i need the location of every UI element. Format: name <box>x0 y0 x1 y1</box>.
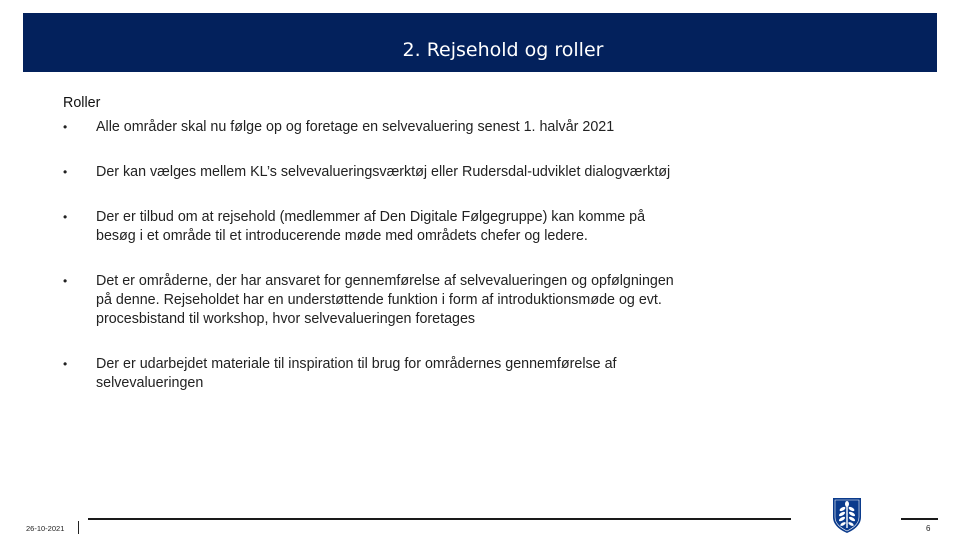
bullet-dot: • <box>63 210 68 224</box>
bullet-text: Det er områderne, der har ansvaret for gennemførelse af selvevalueringen og opfølgningen på denne. Rejseholdet har en understøttende funktion i form af introduktionsmøde og evt. procesbistand til workshop, hvor selvevalueringen foretages <box>96 273 674 327</box>
footer-divider-left <box>88 518 791 520</box>
footer-separator <box>78 521 79 534</box>
slide-title <box>23 39 937 61</box>
content-area <box>63 94 683 419</box>
header-bar <box>23 13 937 72</box>
bullet-item <box>63 163 683 182</box>
bullet-item <box>63 208 683 246</box>
bullet-dot: • <box>63 165 68 179</box>
bullet-text: Der kan vælges mellem KL’s selvevalueringsværktøj eller Rudersdal-udviklet dialogværktøj <box>96 164 671 180</box>
bullet-text: Der er tilbud om at rejsehold (medlemmer af Den Digitale Følgegruppe) kan komme på besøg i et område til et introducerende møde med områdets chefer og ledere. <box>96 209 646 244</box>
page-number: 6 <box>926 524 931 533</box>
bullet-dot: • <box>63 120 68 134</box>
bullet-item <box>63 118 683 137</box>
bullet-dot: • <box>63 274 68 288</box>
bullet-list <box>63 118 683 393</box>
bullet-item <box>63 355 683 393</box>
bullet-item <box>63 272 683 329</box>
bullet-text: Der er udarbejdet materiale til inspiration til brug for områdernes gennemførelse af selvevalueringen <box>96 356 617 391</box>
rudersdal-crest-icon <box>832 497 862 534</box>
slide-title-text: 2. Rejsehold og roller <box>402 39 604 61</box>
footer-date: 26-10-2021 <box>26 524 65 533</box>
bullet-dot: • <box>63 357 68 371</box>
section-heading: Roller <box>63 95 101 111</box>
bullet-text: Alle områder skal nu følge op og foretage en selvevaluering senest 1. halvår 2021 <box>96 119 615 135</box>
footer-divider-right <box>901 518 938 520</box>
